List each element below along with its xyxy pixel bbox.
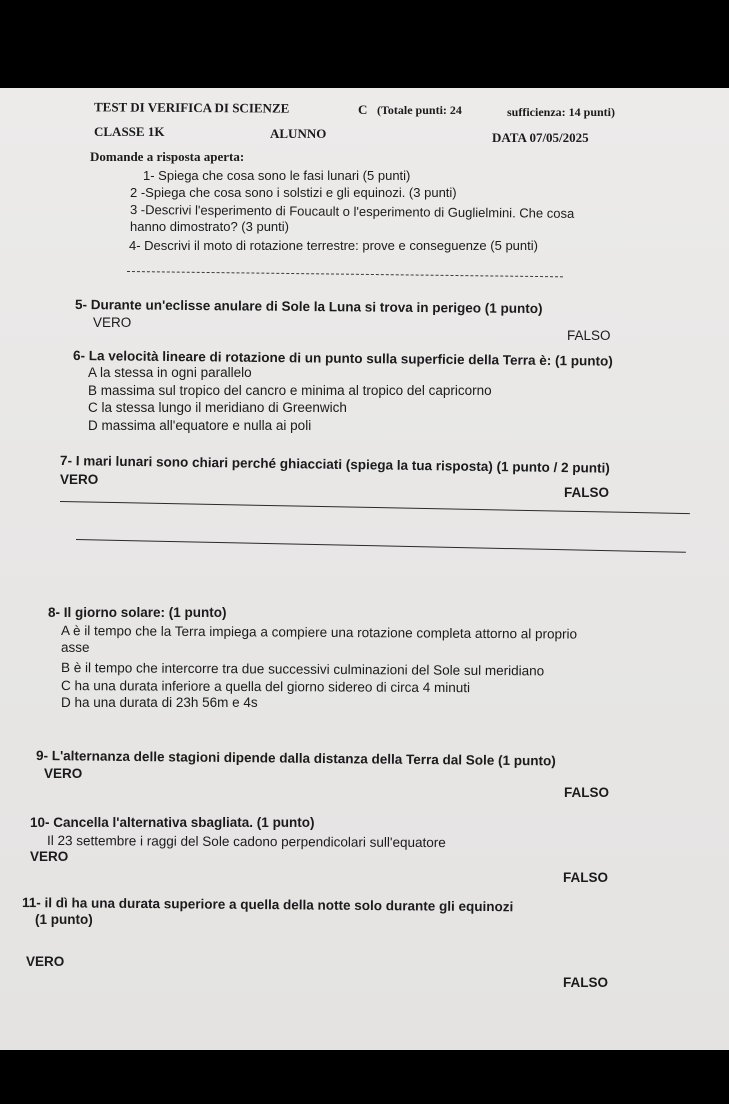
question-10: 10- Cancella l'alternativa sbagliata. (1 punto) <box>30 815 315 830</box>
q8-option-d: D ha una durata di 23h 56m e 4s <box>61 695 258 710</box>
answer-line <box>76 539 686 553</box>
q8-option-a-line1: A è il tempo che la Terra impiega a compiere una rotazione completa attorno al proprio <box>60 623 578 642</box>
answer-line <box>127 271 563 277</box>
q7-vero: VERO <box>60 472 99 487</box>
q8-option-c: C ha una durata inferiore a quella del giorno sidereo di circa 4 minuti <box>60 678 471 696</box>
q10-statement: Il 23 settembre i raggi del Sole cadono perpendicolari sull'equatore <box>46 833 446 851</box>
q6-option-b: B massima sul tropico del cancro e minima al tropico del capricorno <box>88 383 492 398</box>
answer-line <box>60 501 690 514</box>
pass-threshold: sufficienza: 14 punti) <box>507 105 615 119</box>
q9-falso: FALSO <box>564 785 610 800</box>
question-5: 5- Durante un'eclisse anulare di Sole la Luna si trova in perigeo (1 punto) <box>74 297 543 317</box>
question-7-text: 7- I mari lunari sono chiari perché ghiacciati (spiega la tua risposta) (1 punto / 2 punti) <box>59 453 610 476</box>
class-label: CLASSE 1K <box>94 124 165 139</box>
q6-option-c: C la stessa lungo il meridiano di Greenwich <box>88 400 347 415</box>
q6-option-d: D massima all'equatore e nulla ai poli <box>88 418 312 433</box>
q8-option-a-line2: asse <box>61 640 90 655</box>
question-11: 11- il dì ha una durata superiore a quella della notte solo durante gli equinozi <box>21 895 514 915</box>
question-8: 8- Il giorno solare: (1 punto) <box>48 605 227 620</box>
question-1: 1- Spiega che cosa sono le fasi lunari (5 punti) <box>143 168 411 183</box>
q8-option-b: B è il tempo che intercorre tra due successivi culminazioni del Sole sul meridiano <box>60 660 545 679</box>
q10-vero: VERO <box>30 849 69 864</box>
question-9: 9- L'alternanza delle stagioni dipende dalla distanza della Terra dal Sole (1 punto) <box>35 748 556 769</box>
total-points: (Totale punti: 24 <box>377 103 462 117</box>
q5-vero: VERO <box>93 315 132 330</box>
version-letter: C <box>358 102 368 117</box>
question-7 <box>60 453 610 476</box>
question-3-line1: 3 -Descrivi l'esperimento di Foucault o l'esperimento di Guglielmini. Che cosa <box>129 202 575 221</box>
open-section-title: Domande a risposta aperta: <box>90 149 245 164</box>
test-sheet <box>0 88 729 1050</box>
q10-falso: FALSO <box>563 870 609 885</box>
student-label: ALUNNO <box>270 126 327 141</box>
question-3-line2: hanno dimostrato? (3 punti) <box>130 219 289 234</box>
test-title: TEST DI VERIFICA DI SCIENZE <box>93 99 290 116</box>
question-6: 6- La velocità lineare di rotazione di un punto sulla superficie della Terra è: (1 punto) <box>72 348 613 369</box>
q11-falso: FALSO <box>563 975 609 990</box>
question-2: 2 -Spiega che cosa sono i solstizi e gli equinozi. (3 punti) <box>130 185 457 200</box>
date-label: DATA 07/05/2025 <box>492 130 589 145</box>
q9-vero: VERO <box>44 766 83 781</box>
q7-falso: FALSO <box>564 485 610 500</box>
question-4: 4- Descrivi il moto di rotazione terrestre: prove e conseguenze (5 punti) <box>129 238 538 253</box>
q5-falso: FALSO <box>567 328 611 343</box>
q11-points: (1 punto) <box>35 912 93 927</box>
q11-vero: VERO <box>26 954 65 969</box>
q6-option-a: A la stessa in ogni parallelo <box>88 365 252 380</box>
